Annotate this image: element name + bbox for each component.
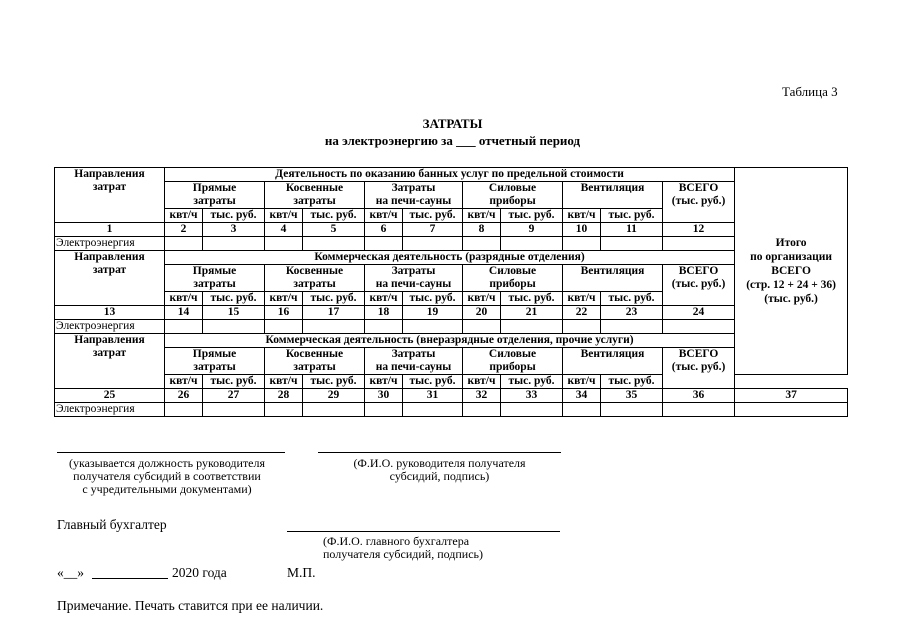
electricity-row (55, 237, 848, 251)
head-name-caption: (Ф.И.О. руководителя получателя субсидий, подпись) (353, 456, 526, 483)
unit-kwh: квт/ч (365, 375, 403, 389)
section-title: Коммерческая деятельность (разрядные отделения) (165, 251, 735, 265)
unit-rub: тыс. руб. (203, 375, 265, 389)
unit-kwh: квт/ч (563, 209, 601, 223)
unit-kwh: квт/ч (265, 209, 303, 223)
head-position-caption: (указывается должность руководителя получателя субсидий в соответствии с учредительными документами) (68, 456, 266, 496)
unit-rub: тыс. руб. (203, 209, 265, 223)
power-devices-header: Силовые приборы (463, 182, 563, 209)
power-devices-header: Силовые приборы (463, 348, 563, 375)
unit-kwh: квт/ч (463, 375, 501, 389)
unit-rub: тыс. руб. (403, 375, 463, 389)
column-numbers-row: 13 14 15 16 17 18 19 20 21 22 23 24 (55, 306, 848, 320)
unit-kwh: квт/ч (165, 375, 203, 389)
section-title: Коммерческая деятельность (внеразрядные отделения, прочие услуги) (165, 334, 735, 348)
unit-rub: тыс. руб. (501, 292, 563, 306)
electricity-row (55, 320, 848, 334)
direction-header: Направления затрат (55, 334, 165, 389)
section-total-header: ВСЕГО (тыс. руб.) (663, 182, 735, 223)
unit-kwh: квт/ч (365, 209, 403, 223)
table-number-label: Таблица 3 (782, 84, 838, 99)
unit-kwh: квт/ч (165, 209, 203, 223)
ventilation-header: Вентиляция (563, 182, 663, 209)
date-month-line (92, 578, 168, 579)
sauna-costs-header: Затраты на печи-сауны (365, 348, 463, 375)
unit-rub: тыс. руб. (601, 292, 663, 306)
row-label: Электроэнергия (55, 403, 165, 417)
signature-line (318, 452, 561, 453)
direct-costs-header: Прямые затраты (165, 265, 265, 292)
date-day: «__» (57, 565, 84, 580)
unit-kwh: квт/ч (563, 292, 601, 306)
document-subtitle: на электроэнергию за ___ отчетный период (324, 133, 581, 148)
unit-rub: тыс. руб. (501, 375, 563, 389)
electricity-row (55, 403, 848, 417)
unit-rub: тыс. руб. (303, 375, 365, 389)
power-devices-header: Силовые приборы (463, 265, 563, 292)
date-year: 2020 года (172, 565, 227, 580)
section-total-header: ВСЕГО (тыс. руб.) (663, 348, 735, 389)
unit-kwh: квт/ч (265, 292, 303, 306)
unit-kwh: квт/ч (463, 292, 501, 306)
indirect-costs-header: Косвенные затраты (265, 182, 365, 209)
section-total-header: ВСЕГО (тыс. руб.) (663, 265, 735, 306)
column-numbers-row: 1 2 3 4 5 6 7 8 9 10 11 12 (55, 223, 848, 237)
direct-costs-header: Прямые затраты (165, 182, 265, 209)
unit-rub: тыс. руб. (403, 292, 463, 306)
unit-rub: тыс. руб. (403, 209, 463, 223)
organization-total-header: Итого по организации ВСЕГО (стр. 12 + 24 + 36) (тыс. руб.) (735, 168, 848, 375)
unit-rub: тыс. руб. (203, 292, 265, 306)
column-numbers-row: 25 26 27 28 29 30 31 32 33 34 35 36 37 (55, 389, 848, 403)
unit-rub: тыс. руб. (303, 209, 365, 223)
direction-header: Направления затрат (55, 251, 165, 306)
ventilation-header: Вентиляция (563, 265, 663, 292)
document-title: ЗАТРАТЫ (422, 116, 483, 131)
stamp-place-label: М.П. (287, 565, 316, 580)
unit-kwh: квт/ч (165, 292, 203, 306)
row-label: Электроэнергия (55, 320, 165, 334)
ventilation-header: Вентиляция (563, 348, 663, 375)
sauna-costs-header: Затраты на печи-сауны (365, 265, 463, 292)
sauna-costs-header: Затраты на печи-сауны (365, 182, 463, 209)
indirect-costs-header: Косвенные затраты (265, 348, 365, 375)
unit-rub: тыс. руб. (601, 375, 663, 389)
row-label: Электроэнергия (55, 237, 165, 251)
unit-rub: тыс. руб. (303, 292, 365, 306)
unit-kwh: квт/ч (365, 292, 403, 306)
direction-header-line1: Направления (74, 168, 145, 180)
direction-header (55, 168, 165, 223)
signature-line (287, 531, 560, 532)
section-title: Деятельность по оказанию банных услуг по предельной стоимости (165, 168, 735, 182)
indirect-costs-header: Косвенные затраты (265, 265, 365, 292)
chief-accountant-label: Главный бухгалтер (57, 517, 167, 532)
direct-costs-header: Прямые затраты (165, 348, 265, 375)
footnote: Примечание. Печать ставится при ее наличии. (57, 598, 324, 613)
unit-kwh: квт/ч (463, 209, 501, 223)
unit-rub: тыс. руб. (601, 209, 663, 223)
signature-line (57, 452, 285, 453)
unit-kwh: квт/ч (563, 375, 601, 389)
costs-table (54, 167, 848, 417)
accountant-name-caption: (Ф.И.О. главного бухгалтера получателя субсидий, подпись) (323, 534, 484, 561)
unit-kwh: квт/ч (265, 375, 303, 389)
unit-rub: тыс. руб. (501, 209, 563, 223)
direction-header-line2: затрат (92, 181, 127, 193)
